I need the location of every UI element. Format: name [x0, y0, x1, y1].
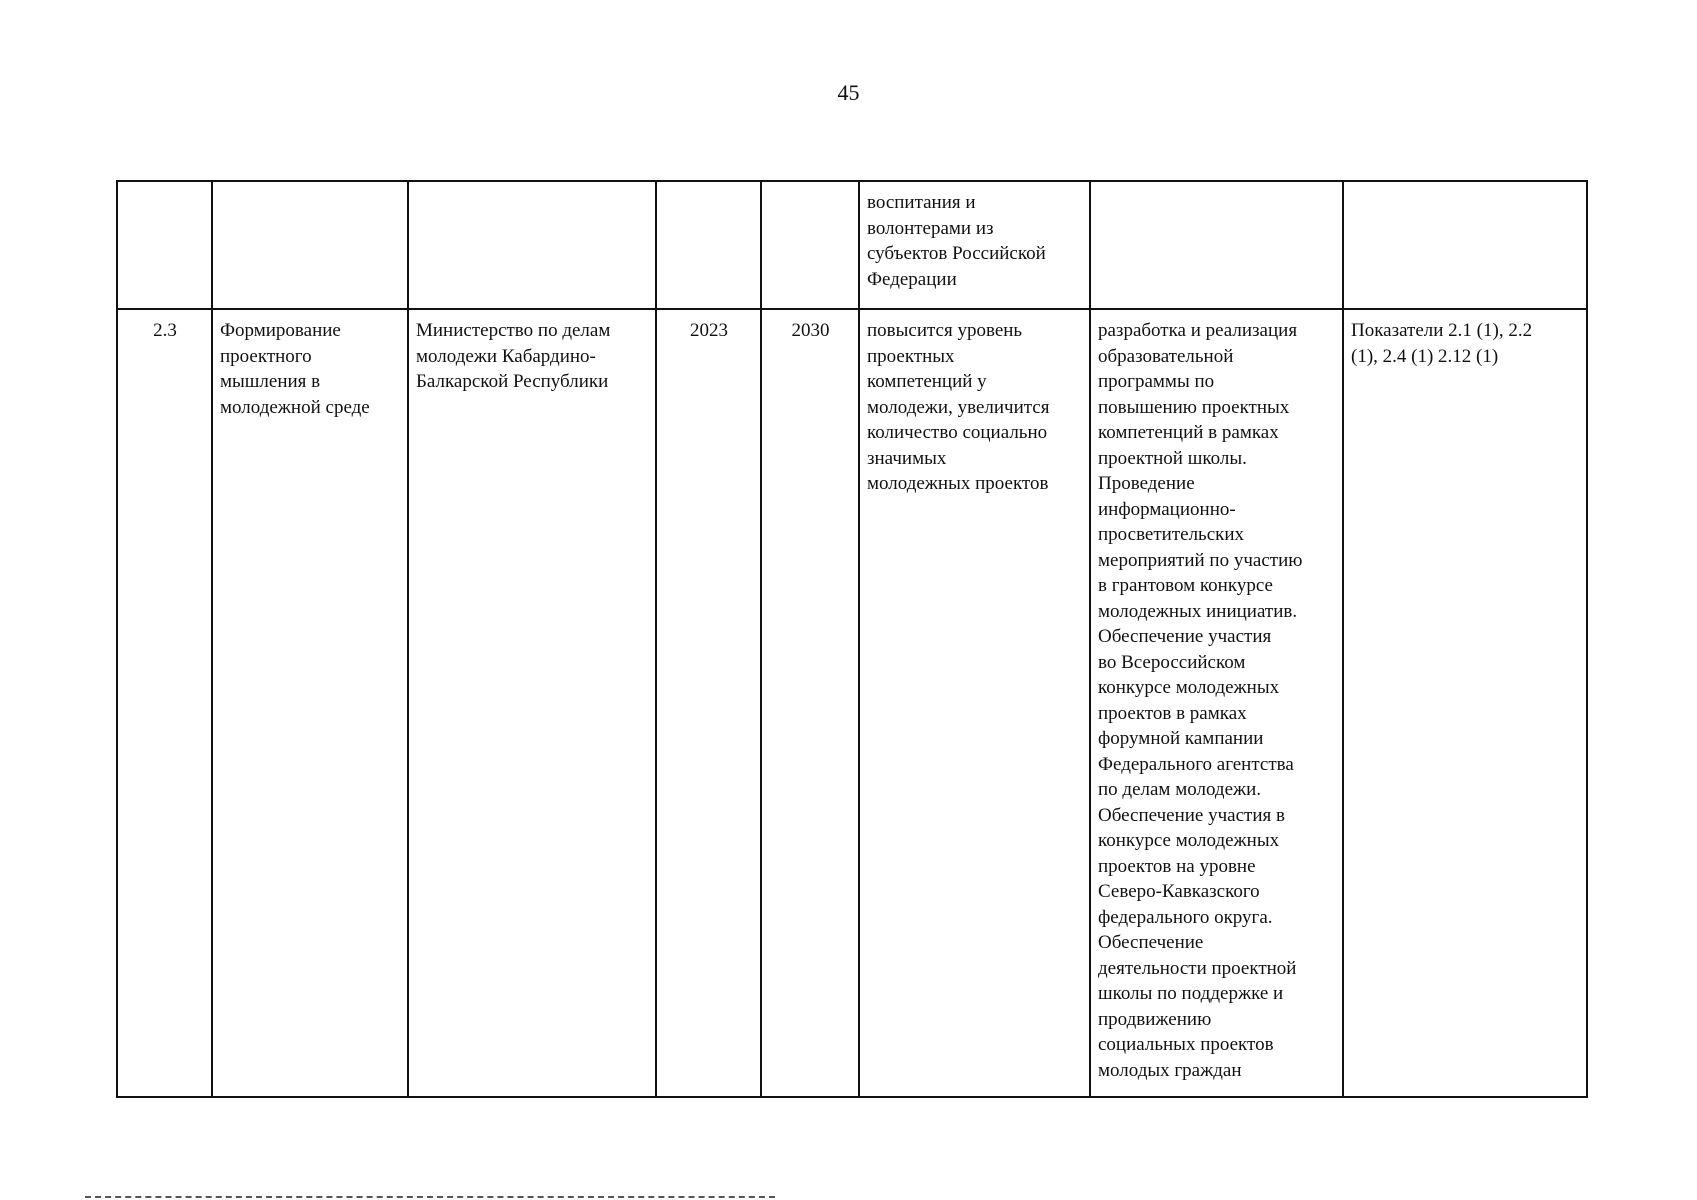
table-row-continued [117, 181, 1587, 309]
scan-artifact-line [85, 1196, 775, 1198]
cell-expected-result: повысится уровень проектных компетенций у молодежи, увеличится количество социально значимых молодежных проектов [859, 309, 1090, 1097]
cell-task: Формирование проектного мышления в молодежной среде [212, 309, 408, 1097]
table-row-2-3 [117, 309, 1587, 1097]
cell-number [117, 181, 212, 309]
cell-description [1090, 181, 1343, 309]
cell-description: разработка и реализация образовательной программы по повышению проектных компетенций в рамках проектной школы. Проведение информационно- просветительских мероприятий по участию в грантовом конкурсе молодежных инициатив. Обеспечение участия во Всероссийском конкурсе молодежных проектов в рамках форумной кампании Федерального агентства по делам молодежи. Обеспечение участия в конкурсе молодежных проектов на уровне Северо-Кавказского федерального округа. Обеспечение деятельности проектной школы по поддержке и продвижению социальных проектов молодых граждан [1090, 309, 1343, 1097]
cell-expected-result: воспитания и волонтерами из субъектов Российской Федерации [859, 181, 1090, 309]
cell-end-year: 2030 [761, 309, 859, 1097]
cell-end-year [761, 181, 859, 309]
activities-table [116, 180, 1588, 1098]
page-number: 45 [837, 80, 860, 105]
cell-indicators [1343, 181, 1587, 309]
cell-responsible: Министерство по делам молодежи Кабардино- Балкарской Республики [408, 309, 656, 1097]
cell-responsible [408, 181, 656, 309]
cell-number: 2.3 [117, 309, 212, 1097]
cell-start-year [656, 181, 761, 309]
cell-task [212, 181, 408, 309]
cell-start-year: 2023 [656, 309, 761, 1097]
cell-indicators: Показатели 2.1 (1), 2.2 (1), 2.4 (1) 2.12 (1) [1343, 309, 1587, 1097]
